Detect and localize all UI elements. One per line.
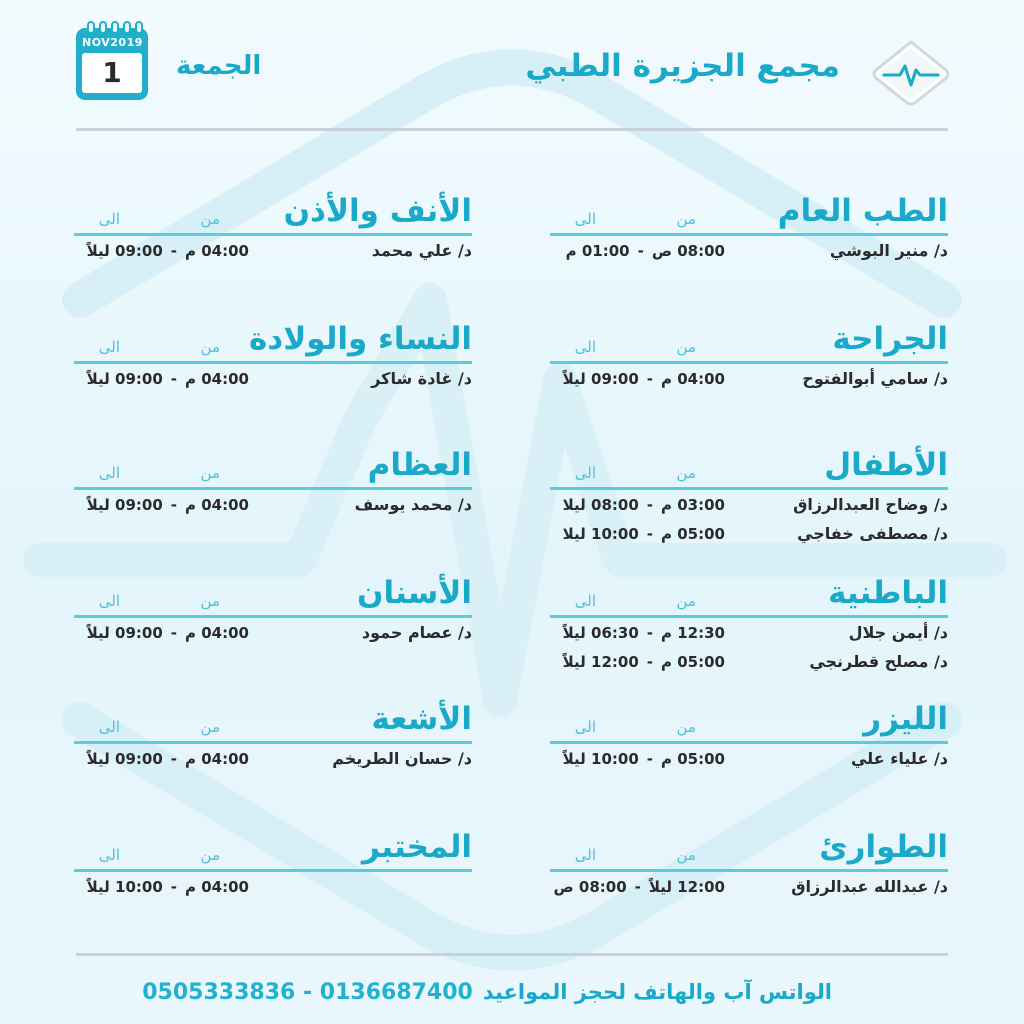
doctor-row	[550, 490, 948, 519]
time-range	[550, 369, 725, 389]
time-to: 09:00 ليلاً	[562, 370, 639, 388]
time-separator: -	[170, 370, 178, 388]
time-separator: -	[646, 496, 654, 514]
label-from: من	[200, 338, 220, 356]
label-to: الى	[98, 338, 120, 356]
time-range	[550, 877, 725, 897]
section-radiology	[74, 698, 472, 773]
doctor-row	[550, 618, 948, 647]
label-from: من	[200, 210, 220, 228]
label-to: الى	[98, 718, 120, 736]
doctor-name: د/ محمد يوسف	[354, 495, 472, 514]
time-to: 10:00 ليلاً	[562, 750, 639, 768]
time-separator: -	[646, 653, 654, 671]
doctor-name: د/ وضاح العبدالرزاق	[793, 495, 948, 514]
section-title: الأشعة	[371, 701, 472, 737]
section-gynecology	[74, 318, 472, 393]
label-from: من	[676, 846, 696, 864]
time-to: 09:00 ليلاً	[86, 750, 163, 768]
time-from: 04:00 م	[661, 370, 725, 388]
time-from: 12:30 م	[661, 624, 725, 642]
section-laser	[550, 698, 948, 773]
calendar-month: NOV2019	[82, 36, 143, 49]
day-name: الجمعة	[176, 51, 262, 81]
section-emergency	[550, 826, 948, 901]
calendar-icon	[76, 28, 148, 100]
label-to: الى	[574, 718, 596, 736]
time-to: 10:00 ليلا	[562, 525, 639, 543]
time-to: 06:30 ليلاً	[562, 624, 639, 642]
time-from: 05:00 م	[661, 653, 725, 671]
section-laboratory	[74, 826, 472, 901]
label-from: من	[200, 846, 220, 864]
section-title: الباطنية	[828, 575, 948, 611]
doctor-row	[74, 744, 472, 773]
time-to: 09:00 ليلاً	[86, 242, 163, 260]
label-from: من	[676, 338, 696, 356]
phone-numbers[interactable]: 0505333836 - 0136687400	[142, 980, 473, 1005]
time-to: 09:00 ليلاً	[86, 624, 163, 642]
label-to: الى	[574, 210, 596, 228]
label-to: الى	[574, 338, 596, 356]
time-to: 08:00 ليلا	[562, 496, 639, 514]
doctor-name: د/ غادة شاكر	[371, 369, 472, 388]
time-separator: -	[634, 878, 641, 896]
section-internal	[550, 572, 948, 676]
section-dental	[74, 572, 472, 647]
doctor-row	[550, 364, 948, 393]
label-from: من	[200, 592, 220, 610]
label-from: من	[200, 718, 220, 736]
time-to: 12:00 ليلاً	[562, 653, 639, 671]
doctor-name: د/ سامي أبوالفتوح	[802, 369, 948, 388]
label-to: الى	[98, 846, 120, 864]
section-pediatrics	[550, 444, 948, 548]
section-title: العظام	[367, 447, 472, 483]
time-range	[74, 749, 249, 769]
footer-divider	[76, 953, 948, 956]
header-divider	[76, 128, 948, 131]
section-surgery	[550, 318, 948, 393]
label-from: من	[676, 464, 696, 482]
time-from: 12:00 ليلاً	[648, 878, 725, 896]
section-title: المختبر	[362, 829, 472, 865]
time-to: 01:00 م	[565, 242, 630, 260]
label-to: الى	[98, 592, 120, 610]
time-to: 08:00 ص	[553, 878, 627, 896]
label-to: الى	[574, 592, 596, 610]
section-title: الأطفال	[824, 447, 948, 483]
doctor-row	[74, 872, 472, 901]
section-ent	[74, 190, 472, 265]
doctor-name: د/ مصلح قطرنجي	[809, 652, 948, 671]
doctor-name: د/ عبدالله عبدالرزاق	[791, 877, 948, 896]
time-separator: -	[170, 878, 178, 896]
time-from: 03:00 م	[661, 496, 725, 514]
footer-contact	[142, 975, 832, 1011]
time-separator: -	[646, 525, 654, 543]
doctor-row	[74, 490, 472, 519]
doctor-row	[74, 618, 472, 647]
time-from: 05:00 م	[661, 750, 725, 768]
doctor-row	[550, 744, 948, 773]
time-to: 10:00 ليلاً	[86, 878, 163, 896]
doctor-name: د/ منير البوشي	[829, 241, 948, 260]
time-from: 05:00 م	[661, 525, 725, 543]
label-to: الى	[98, 210, 120, 228]
section-title: الطوارئ	[819, 829, 948, 865]
time-range	[550, 241, 725, 261]
time-separator: -	[170, 750, 178, 768]
time-separator: -	[170, 624, 178, 642]
doctor-row	[74, 364, 472, 393]
doctor-row	[74, 236, 472, 265]
doctor-row	[550, 519, 948, 548]
time-range	[550, 524, 725, 544]
doctor-name: د/ مصطفى خفاجي	[797, 524, 948, 543]
doctor-name: د/ عصام حمود	[361, 623, 472, 642]
time-separator: -	[170, 496, 178, 514]
doctor-row	[550, 647, 948, 676]
doctor-name: د/ حسان الطريخم	[332, 749, 472, 768]
time-range	[550, 652, 725, 672]
label-from: من	[676, 718, 696, 736]
clinic-name: مجمع الجزيرة الطبي	[525, 48, 840, 84]
doctor-row	[550, 872, 948, 901]
time-range	[74, 877, 249, 897]
booking-label: الواتس آب والهاتف لحجز المواعيد	[482, 980, 832, 1004]
time-from: 04:00 م	[185, 624, 249, 642]
section-title: النساء والولادة	[248, 321, 472, 357]
label-from: من	[676, 592, 696, 610]
time-from: 08:00 ص	[651, 242, 725, 260]
calendar-day: 1	[82, 53, 142, 93]
time-range	[74, 241, 249, 261]
label-to: الى	[98, 464, 120, 482]
time-range	[74, 369, 249, 389]
section-title: الأسنان	[357, 575, 472, 611]
time-to: 09:00 ليلاً	[86, 370, 163, 388]
time-from: 04:00 م	[185, 878, 249, 896]
label-to: الى	[574, 846, 596, 864]
doctor-name: د/ علي محمد	[371, 241, 472, 260]
section-title: الجراحة	[832, 321, 948, 357]
section-general	[550, 190, 948, 265]
calendar-rings	[76, 21, 148, 35]
label-to: الى	[574, 464, 596, 482]
time-separator: -	[170, 242, 178, 260]
time-range	[74, 623, 249, 643]
label-from: من	[676, 210, 696, 228]
time-range	[550, 495, 725, 515]
time-range	[550, 749, 725, 769]
time-separator: -	[646, 750, 654, 768]
time-range	[74, 495, 249, 515]
clinic-logo	[870, 38, 952, 108]
section-title: الأنف والأذن	[283, 193, 472, 229]
time-from: 04:00 م	[185, 242, 249, 260]
time-separator: -	[646, 624, 654, 642]
time-range	[550, 623, 725, 643]
doctor-row	[550, 236, 948, 265]
time-from: 04:00 م	[185, 370, 249, 388]
section-title: الليزر	[863, 701, 948, 737]
time-separator: -	[637, 242, 644, 260]
time-from: 04:00 م	[185, 496, 249, 514]
section-orthopedics	[74, 444, 472, 519]
time-to: 09:00 ليلاً	[86, 496, 163, 514]
section-title: الطب العام	[777, 193, 948, 229]
time-separator: -	[646, 370, 654, 388]
doctor-name: د/ علياء علي	[850, 749, 948, 768]
doctor-name: د/ أيمن جلال	[848, 623, 948, 642]
label-from: من	[200, 464, 220, 482]
time-from: 04:00 م	[185, 750, 249, 768]
